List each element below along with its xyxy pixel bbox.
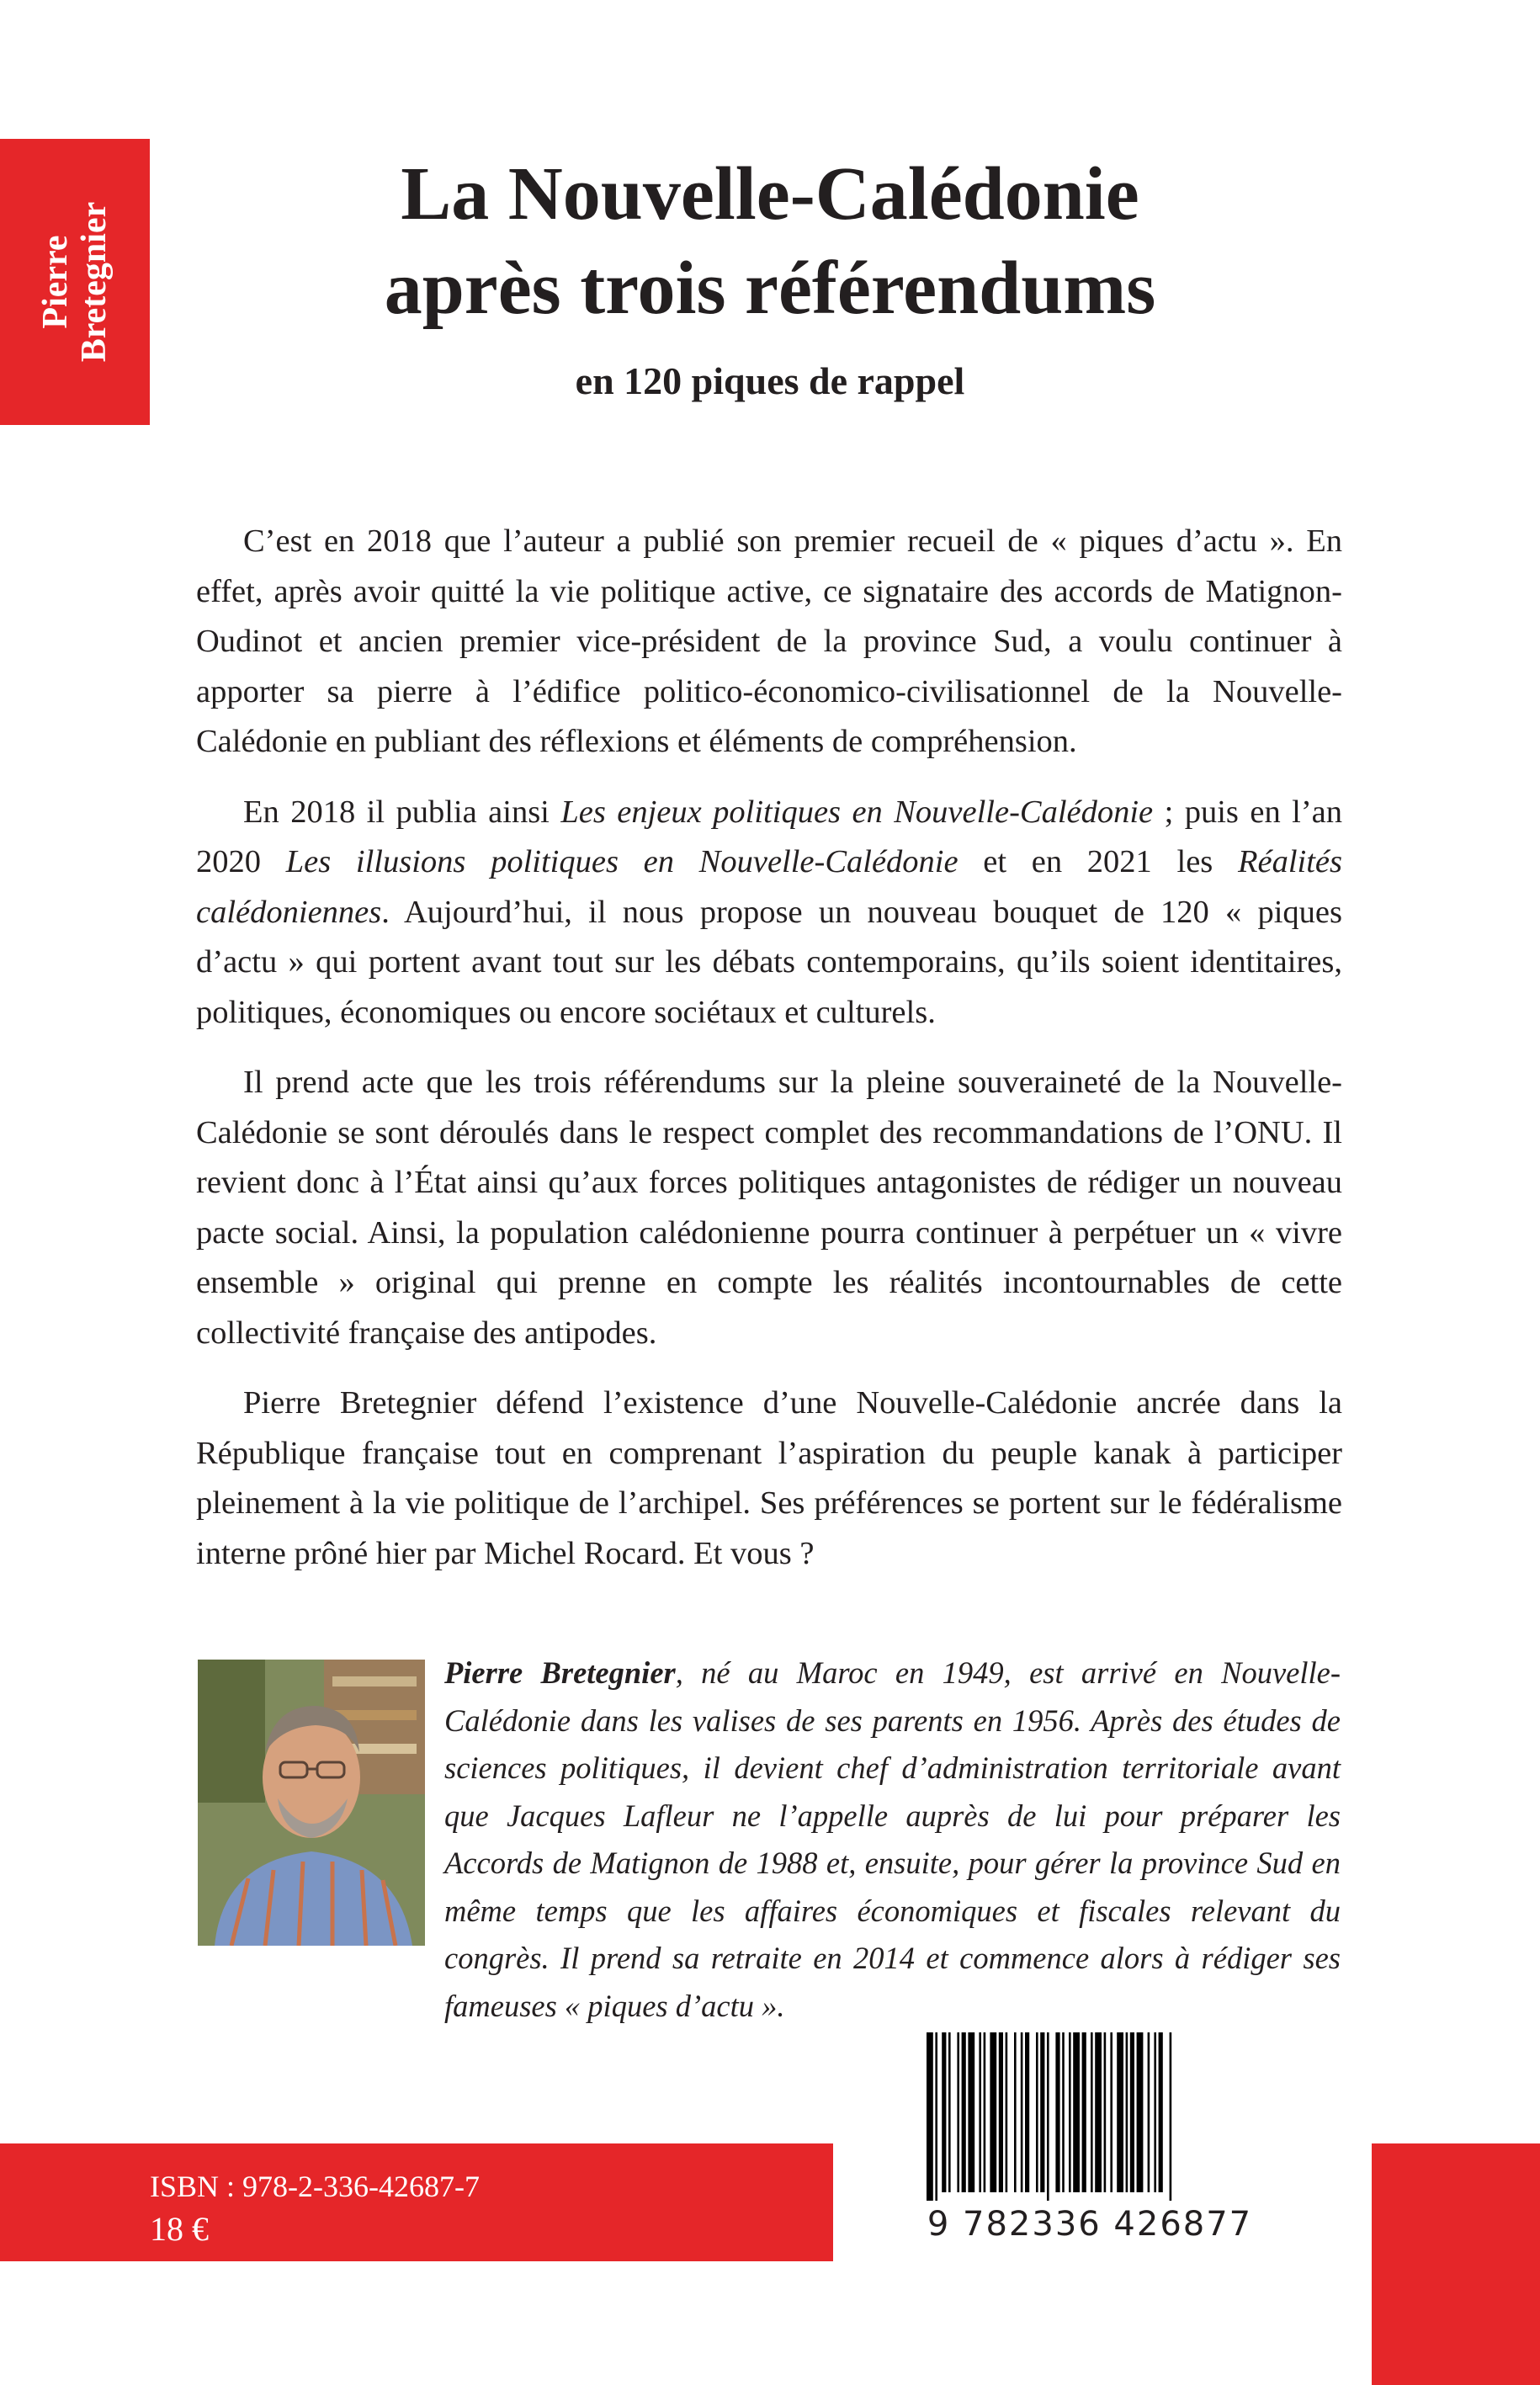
barcode-bar [1126,2032,1128,2192]
price: 18 € [150,2210,209,2248]
bio-text: , né au Maroc en 1949, est arrivé en Nouvelle-Calédonie dans les valises de ses parents en 1956. Après des études de sciences politiques, il devient chef d’administration territoriale avant que Jacques Lafleur ne l’appelle auprès de lui pour préparer les Accords de Matignon de 1988 et, ensuite, pour gérer la province Sud en même temps que les affaires économiques et fiscales relevant du congrès. Il prend sa retraite en 2014 et commence alors à rédiger ses fameuses « piques d’actu ». [444,1655,1341,2023]
barcode-bar [1047,2032,1049,2201]
barcode-bar [1021,2032,1023,2192]
barcode-bar [1154,2032,1156,2192]
book-title-italic: Les enjeux politiques en Nouvelle-Calédonie [560,794,1154,830]
barcode-bar [962,2032,966,2192]
barcode-bar [957,2032,959,2192]
title-line-2: après trois référendums [384,247,1156,330]
isbn: ISBN : 978-2-336-42687-7 [150,2170,480,2203]
barcode-bar [1091,2032,1093,2192]
text-segment: ; puis en l’an 2020 [196,794,1342,879]
author-tab-text [36,202,114,362]
barcode-bar [1104,2032,1107,2192]
barcode-bar [1159,2032,1163,2192]
barcode-bar [1040,2032,1044,2192]
barcode-bar [1130,2032,1134,2192]
price-band [0,2143,833,2261]
barcode-bar [1055,2032,1059,2192]
bio-author-name: Pierre Bretegnier [444,1655,676,1690]
barcode-bar [927,2032,933,2201]
blurb-paragraph-2 [196,788,1342,1038]
corner-band [1372,2143,1540,2385]
barcode-digits: 9 782336 426877 [927,2205,1253,2244]
author-last-name: Bretegnier [75,201,114,363]
barcode-bar [1095,2032,1102,2192]
barcode [921,2032,1256,2234]
barcode-bar [1025,2032,1029,2192]
barcode-bar [984,2032,986,2192]
barcode-bar [935,2032,937,2201]
blurb-paragraph-3: Il prend acte que les trois référendums sur la pleine souveraineté de la Nouvelle-Calédonie se sont déroulés dans le respect complet des recommandations de l’ONU. Il revient donc à l’État ainsi qu’aux forces politiques antagonistes de rédiger un nouveau pacte social. Ainsi, la population calédonienne pourra continuer à perpétuer un « vivre ensemble » original qui prenne en compte les réalités incontournables de cette collectivité française des antipodes. [196,1065,1342,1351]
text-segment: En 2018 il publia ainsi [243,794,561,830]
barcode-bar [999,2032,1003,2192]
barcode-bar [942,2032,946,2192]
barcode-bar [990,2032,996,2192]
barcode-bar [1069,2032,1071,2192]
barcode-bar [1036,2032,1038,2192]
text-segment: . Aujourd’hui, il nous propose un nouveau bouquet de 120 « piques d’actu » qui portent avant tout sur les débats contemporains, qu’ils soient identitaires, politiques, économiques ou encore sociétaux et culturels. [196,894,1342,1030]
author-photo [198,1660,425,1946]
barcode-bar [1148,2032,1150,2192]
barcode-bar [948,2032,951,2192]
barcode-bar [1014,2032,1017,2192]
author-first-name: Pierre [36,235,75,329]
barcode-bar [1073,2032,1080,2192]
barcode-bar [1137,2032,1144,2192]
barcode-bar [1062,2032,1065,2192]
barcode-bar [1117,2032,1123,2192]
barcode-bar [1006,2032,1008,2192]
author-bio [444,1649,1341,2030]
barcode-bar [1110,2032,1113,2192]
book-title [210,147,1330,336]
barcode-bars [921,2032,1256,2201]
barcode-bar [1170,2032,1172,2201]
book-subtitle: en 120 piques de rappel [575,359,965,402]
text-segment: et en 2021 les [958,844,1238,879]
barcode-bar [979,2032,981,2192]
barcode-bar [968,2032,974,2192]
blurb-paragraph-4: Pierre Bretegnier défend l’existence d’une Nouvelle-Calédonie ancrée dans la République française tout en comprenant l’aspiration du peuple kanak à participer pleinement à la vie politique de l’archipel. Ses préférences se portent sur le fédéralisme interne prôné hier par Michel Rocard. Et vous ? [196,1385,1342,1571]
title-line-1: La Nouvelle-Calédonie [401,152,1139,236]
book-title-italic: Réalités calédoniennes [196,844,1343,930]
book-title-italic: Les illusions politiques en Nouvelle-Calédonie [285,844,959,879]
blurb [196,517,1342,1599]
author-tab [0,139,150,425]
barcode-bar [1082,2032,1086,2192]
blurb-paragraph-1: C’est en 2018 que l’auteur a publié son premier recueil de « piques d’actu ». En effet, après avoir quitté la vie politique active, ce signataire des accords de Matignon-Oudinot et ancien premier vice-président de la province Sud, a voulu continuer à apporter sa pierre à l’édifice politico-économico-civilisationnel de la Nouvelle-Calédonie en publiant des réflexions et éléments de compréhension. [196,523,1342,759]
